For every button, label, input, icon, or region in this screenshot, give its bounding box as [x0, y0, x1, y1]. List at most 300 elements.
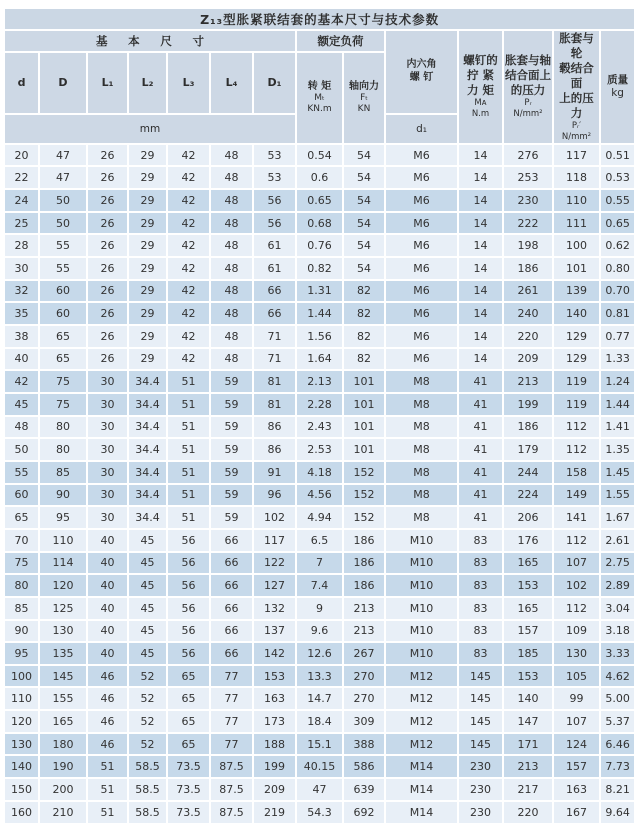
header-axial-force — [343, 52, 385, 144]
cell: 4.62 — [600, 665, 635, 688]
cell: 112 — [553, 438, 600, 461]
cell: 40 — [87, 552, 128, 575]
cell: 41 — [458, 370, 503, 393]
cell: 230 — [458, 801, 503, 824]
cell: 4.56 — [296, 484, 343, 507]
cell: 107 — [553, 710, 600, 733]
cell: 55 — [39, 234, 87, 257]
cell: 51 — [167, 370, 210, 393]
cell: 163 — [553, 778, 600, 801]
cell: 206 — [503, 506, 553, 529]
cell: 14 — [458, 234, 503, 257]
cell: 2.28 — [296, 393, 343, 416]
cell: 77 — [210, 687, 253, 710]
cell: 83 — [458, 597, 503, 620]
cell: 71 — [253, 348, 296, 371]
cell: 29 — [128, 212, 167, 235]
cell: 65 — [167, 710, 210, 733]
cell: 14 — [458, 280, 503, 303]
cell: 125 — [39, 597, 87, 620]
cell: 41 — [458, 506, 503, 529]
cell: 48 — [210, 212, 253, 235]
col-D: D — [39, 52, 87, 114]
cell: 51 — [167, 461, 210, 484]
cell: 157 — [503, 620, 553, 643]
cell: M12 — [385, 687, 458, 710]
cell: 3.18 — [600, 620, 635, 643]
cell: M6 — [385, 302, 458, 325]
hex-screw-line2: 螺 钉 — [409, 71, 434, 83]
cell: M10 — [385, 642, 458, 665]
cell: 253 — [503, 166, 553, 189]
cell: 4.18 — [296, 461, 343, 484]
cell: 3.04 — [600, 597, 635, 620]
col-L2: L₂ — [128, 52, 167, 114]
hex-screw-size-symbol: d₁ — [385, 114, 458, 144]
table-row — [4, 710, 635, 733]
cell: 122 — [253, 552, 296, 575]
hub-pressure-line2: 毂结合面 — [559, 60, 594, 90]
table-row — [4, 234, 635, 257]
cell: 51 — [167, 438, 210, 461]
cell: 80 — [39, 438, 87, 461]
cell: 14 — [458, 302, 503, 325]
table-row — [4, 370, 635, 393]
cell: 56 — [167, 552, 210, 575]
cell: 26 — [87, 189, 128, 212]
header-basic-dimensions: 基本尺寸 — [4, 30, 296, 52]
table-row — [4, 484, 635, 507]
cell: 267 — [343, 642, 385, 665]
axial-unit: KN — [357, 104, 371, 115]
cell: 0.6 — [296, 166, 343, 189]
cell: 388 — [343, 733, 385, 756]
cell: 124 — [553, 733, 600, 756]
cell: 117 — [253, 529, 296, 552]
cell: 56 — [167, 620, 210, 643]
cell: 639 — [343, 778, 385, 801]
cell: M6 — [385, 257, 458, 280]
table-row — [4, 144, 635, 167]
header-hub-pressure — [553, 30, 600, 144]
cell: 42 — [4, 370, 39, 393]
header-shaft-pressure — [503, 30, 553, 144]
cell: 230 — [458, 755, 503, 778]
cell: 58.5 — [128, 755, 167, 778]
cell: M6 — [385, 325, 458, 348]
cell: 101 — [343, 370, 385, 393]
cell: 80 — [4, 574, 39, 597]
cell: 41 — [458, 393, 503, 416]
cell: 42 — [167, 144, 210, 167]
cell: 29 — [128, 348, 167, 371]
cell: 165 — [503, 597, 553, 620]
cell: 85 — [39, 461, 87, 484]
cell: 179 — [503, 438, 553, 461]
cell: 112 — [553, 416, 600, 439]
cell: 52 — [128, 733, 167, 756]
cell: 42 — [167, 257, 210, 280]
cell: M12 — [385, 733, 458, 756]
cell: 71 — [253, 325, 296, 348]
cell: 34.4 — [128, 461, 167, 484]
cell: 26 — [87, 144, 128, 167]
cell: 40 — [87, 574, 128, 597]
cell: 213 — [343, 597, 385, 620]
cell: 3.33 — [600, 642, 635, 665]
cell: 95 — [39, 506, 87, 529]
table-row — [4, 257, 635, 280]
cell: 65 — [167, 665, 210, 688]
cell: 83 — [458, 552, 503, 575]
cell: 209 — [253, 778, 296, 801]
cell: 51 — [87, 778, 128, 801]
table-row — [4, 665, 635, 688]
cell: 26 — [87, 166, 128, 189]
cell: 40 — [4, 348, 39, 371]
title-row — [4, 8, 635, 30]
cell: 40 — [87, 642, 128, 665]
cell: M6 — [385, 189, 458, 212]
cell: M8 — [385, 484, 458, 507]
cell: 14 — [458, 348, 503, 371]
cell: 42 — [167, 212, 210, 235]
cell: 48 — [210, 325, 253, 348]
cell: 77 — [210, 710, 253, 733]
col-L3: L₃ — [167, 52, 210, 114]
cell: 120 — [39, 574, 87, 597]
cell: 22 — [4, 166, 39, 189]
tightening-line2: 拧 紧 — [466, 68, 494, 83]
cell: 56 — [167, 642, 210, 665]
tightening-line3: 力 矩 — [466, 83, 494, 98]
table-row — [4, 348, 635, 371]
cell: 105 — [553, 665, 600, 688]
table-row — [4, 755, 635, 778]
cell: M10 — [385, 529, 458, 552]
cell: 276 — [503, 144, 553, 167]
cell: 2.75 — [600, 552, 635, 575]
cell: 14 — [458, 189, 503, 212]
cell: 14 — [458, 257, 503, 280]
table-row — [4, 801, 635, 824]
col-L1: L₁ — [87, 52, 128, 114]
cell: 145 — [458, 665, 503, 688]
cell: 26 — [87, 234, 128, 257]
cell: 152 — [343, 506, 385, 529]
header-tightening-torque — [458, 30, 503, 144]
torque-label: 转 矩 — [307, 80, 332, 92]
cell: 101 — [553, 257, 600, 280]
cell: 102 — [253, 506, 296, 529]
cell: 0.82 — [296, 257, 343, 280]
cell: 30 — [87, 370, 128, 393]
cell: 45 — [128, 574, 167, 597]
cell: 0.65 — [600, 212, 635, 235]
cell: 261 — [503, 280, 553, 303]
cell: M14 — [385, 778, 458, 801]
cell: 29 — [128, 189, 167, 212]
cell: 45 — [4, 393, 39, 416]
col-L4: L₄ — [210, 52, 253, 114]
table-row — [4, 280, 635, 303]
cell: 149 — [553, 484, 600, 507]
cell: 54 — [343, 257, 385, 280]
cell: 29 — [128, 280, 167, 303]
cell: 14.7 — [296, 687, 343, 710]
cell: 1.41 — [600, 416, 635, 439]
cell: 18.4 — [296, 710, 343, 733]
cell: 66 — [210, 574, 253, 597]
cell: 30 — [87, 484, 128, 507]
cell: 30 — [87, 506, 128, 529]
cell: 34.4 — [128, 438, 167, 461]
table-row — [4, 461, 635, 484]
cell: 29 — [128, 257, 167, 280]
cell: 153 — [503, 574, 553, 597]
cell: 150 — [4, 778, 39, 801]
cell: 56 — [167, 529, 210, 552]
cell: 53 — [253, 166, 296, 189]
cell: 47 — [39, 144, 87, 167]
cell: 114 — [39, 552, 87, 575]
cell: 34.4 — [128, 370, 167, 393]
cell: 86 — [253, 438, 296, 461]
cell: 112 — [553, 529, 600, 552]
spec-table — [4, 8, 635, 824]
cell: 270 — [343, 687, 385, 710]
cell: 101 — [343, 438, 385, 461]
cell: 152 — [343, 484, 385, 507]
cell: 9.64 — [600, 801, 635, 824]
cell: 52 — [128, 687, 167, 710]
cell: 0.53 — [600, 166, 635, 189]
cell: 46 — [87, 665, 128, 688]
cell: 1.31 — [296, 280, 343, 303]
cell: 0.81 — [600, 302, 635, 325]
torque-unit: KN.m — [307, 104, 332, 115]
cell: 66 — [253, 302, 296, 325]
table-row — [4, 212, 635, 235]
cell: 87.5 — [210, 778, 253, 801]
cell: 90 — [39, 484, 87, 507]
cell: 77 — [210, 665, 253, 688]
cell: 213 — [503, 370, 553, 393]
cell: 14 — [458, 325, 503, 348]
cell: 14 — [458, 144, 503, 167]
unit-mm: mm — [4, 114, 296, 144]
cell: M10 — [385, 620, 458, 643]
cell: 51 — [87, 755, 128, 778]
cell: M12 — [385, 710, 458, 733]
cell: 90 — [4, 620, 39, 643]
cell: 140 — [553, 302, 600, 325]
cell: 6.46 — [600, 733, 635, 756]
cell: 59 — [210, 506, 253, 529]
cell: 66 — [210, 620, 253, 643]
table-row — [4, 302, 635, 325]
cell: 199 — [503, 393, 553, 416]
cell: 186 — [503, 416, 553, 439]
cell: 1.56 — [296, 325, 343, 348]
cell: M14 — [385, 755, 458, 778]
cell: M6 — [385, 144, 458, 167]
cell: 110 — [39, 529, 87, 552]
cell: 73.5 — [167, 778, 210, 801]
cell: 59 — [210, 370, 253, 393]
cell: 58.5 — [128, 801, 167, 824]
cell: 34.4 — [128, 484, 167, 507]
cell: 127 — [253, 574, 296, 597]
cell: 118 — [553, 166, 600, 189]
cell: 186 — [343, 552, 385, 575]
cell: 219 — [253, 801, 296, 824]
cell: M6 — [385, 234, 458, 257]
cell: 42 — [167, 325, 210, 348]
cell: 87.5 — [210, 755, 253, 778]
cell: 185 — [503, 642, 553, 665]
shaft-pressure-line1: 胀套与轴 — [505, 53, 551, 68]
cell: 54 — [343, 189, 385, 212]
cell: 52 — [128, 710, 167, 733]
cell: 100 — [553, 234, 600, 257]
cell: 102 — [553, 574, 600, 597]
cell: M6 — [385, 212, 458, 235]
cell: 87.5 — [210, 801, 253, 824]
cell: 186 — [343, 574, 385, 597]
cell: 137 — [253, 620, 296, 643]
cell: 28 — [4, 234, 39, 257]
cell: 45 — [128, 552, 167, 575]
cell: 173 — [253, 710, 296, 733]
cell: 25 — [4, 212, 39, 235]
cell: 73.5 — [167, 801, 210, 824]
cell: 110 — [4, 687, 39, 710]
cell: 80 — [39, 416, 87, 439]
cell: 41 — [458, 484, 503, 507]
hub-pressure-line3: 上的压力 — [559, 90, 594, 120]
cell: 26 — [87, 212, 128, 235]
cell: 48 — [210, 280, 253, 303]
cell: 77 — [210, 733, 253, 756]
cell: 165 — [503, 552, 553, 575]
cell: 50 — [39, 212, 87, 235]
cell: 29 — [128, 325, 167, 348]
mass-label: 质量 — [607, 73, 629, 86]
tightening-unit: N.m — [471, 109, 490, 120]
cell: 129 — [553, 325, 600, 348]
cell: 42 — [167, 348, 210, 371]
shaft-pressure-line3: 的压力 — [510, 83, 546, 98]
cell: 61 — [253, 257, 296, 280]
cell: 38 — [4, 325, 39, 348]
cell: 8.21 — [600, 778, 635, 801]
cell: 48 — [210, 302, 253, 325]
cell: 47 — [296, 778, 343, 801]
cell: 230 — [458, 778, 503, 801]
cell: 51 — [167, 506, 210, 529]
cell: 0.80 — [600, 257, 635, 280]
header-rated-load: 额定负荷 — [296, 30, 385, 52]
cell: 41 — [458, 438, 503, 461]
cell: 139 — [553, 280, 600, 303]
cell: 13.3 — [296, 665, 343, 688]
cell: 26 — [87, 280, 128, 303]
cell: 153 — [253, 665, 296, 688]
cell: 40 — [87, 620, 128, 643]
cell: 81 — [253, 393, 296, 416]
table-row — [4, 166, 635, 189]
cell: 99 — [553, 687, 600, 710]
cell: 51 — [167, 393, 210, 416]
table-row — [4, 733, 635, 756]
cell: 135 — [39, 642, 87, 665]
cell: 83 — [458, 529, 503, 552]
cell: 130 — [39, 620, 87, 643]
cell: 45 — [128, 597, 167, 620]
cell: 0.68 — [296, 212, 343, 235]
cell: 188 — [253, 733, 296, 756]
cell: 40 — [87, 529, 128, 552]
cell: 0.77 — [600, 325, 635, 348]
col-d: d — [4, 52, 39, 114]
cell: 140 — [4, 755, 39, 778]
cell: 145 — [458, 687, 503, 710]
cell: 65 — [167, 687, 210, 710]
cell: 51 — [167, 416, 210, 439]
cell: 51 — [87, 801, 128, 824]
cell: 32 — [4, 280, 39, 303]
axial-symbol: Fₜ — [360, 93, 368, 104]
cell: 1.35 — [600, 438, 635, 461]
cell: 55 — [4, 461, 39, 484]
cell: 200 — [39, 778, 87, 801]
cell: 0.70 — [600, 280, 635, 303]
cell: 0.76 — [296, 234, 343, 257]
cell: 59 — [210, 484, 253, 507]
cell: 46 — [87, 687, 128, 710]
table-header — [4, 8, 635, 144]
cell: M6 — [385, 166, 458, 189]
table-row — [4, 620, 635, 643]
shaft-pressure-unit: N/mm² — [513, 109, 543, 120]
tightening-symbol: Mᴀ — [474, 98, 487, 109]
cell: 30 — [4, 257, 39, 280]
cell: 210 — [39, 801, 87, 824]
cell: 586 — [343, 755, 385, 778]
shaft-pressure-line2: 结合面上 — [505, 68, 551, 83]
header-torque — [296, 52, 343, 144]
cell: 82 — [343, 348, 385, 371]
cell: M6 — [385, 280, 458, 303]
cell: 1.33 — [600, 348, 635, 371]
cell: 65 — [39, 325, 87, 348]
cell: 50 — [4, 438, 39, 461]
cell: M12 — [385, 665, 458, 688]
cell: 220 — [503, 325, 553, 348]
cell: 45 — [128, 620, 167, 643]
cell: 213 — [503, 755, 553, 778]
cell: 55 — [39, 257, 87, 280]
table-row — [4, 642, 635, 665]
cell: M14 — [385, 801, 458, 824]
cell: 190 — [39, 755, 87, 778]
cell: 101 — [343, 416, 385, 439]
cell: 83 — [458, 642, 503, 665]
cell: 54 — [343, 144, 385, 167]
cell: 47 — [39, 166, 87, 189]
cell: 26 — [87, 257, 128, 280]
